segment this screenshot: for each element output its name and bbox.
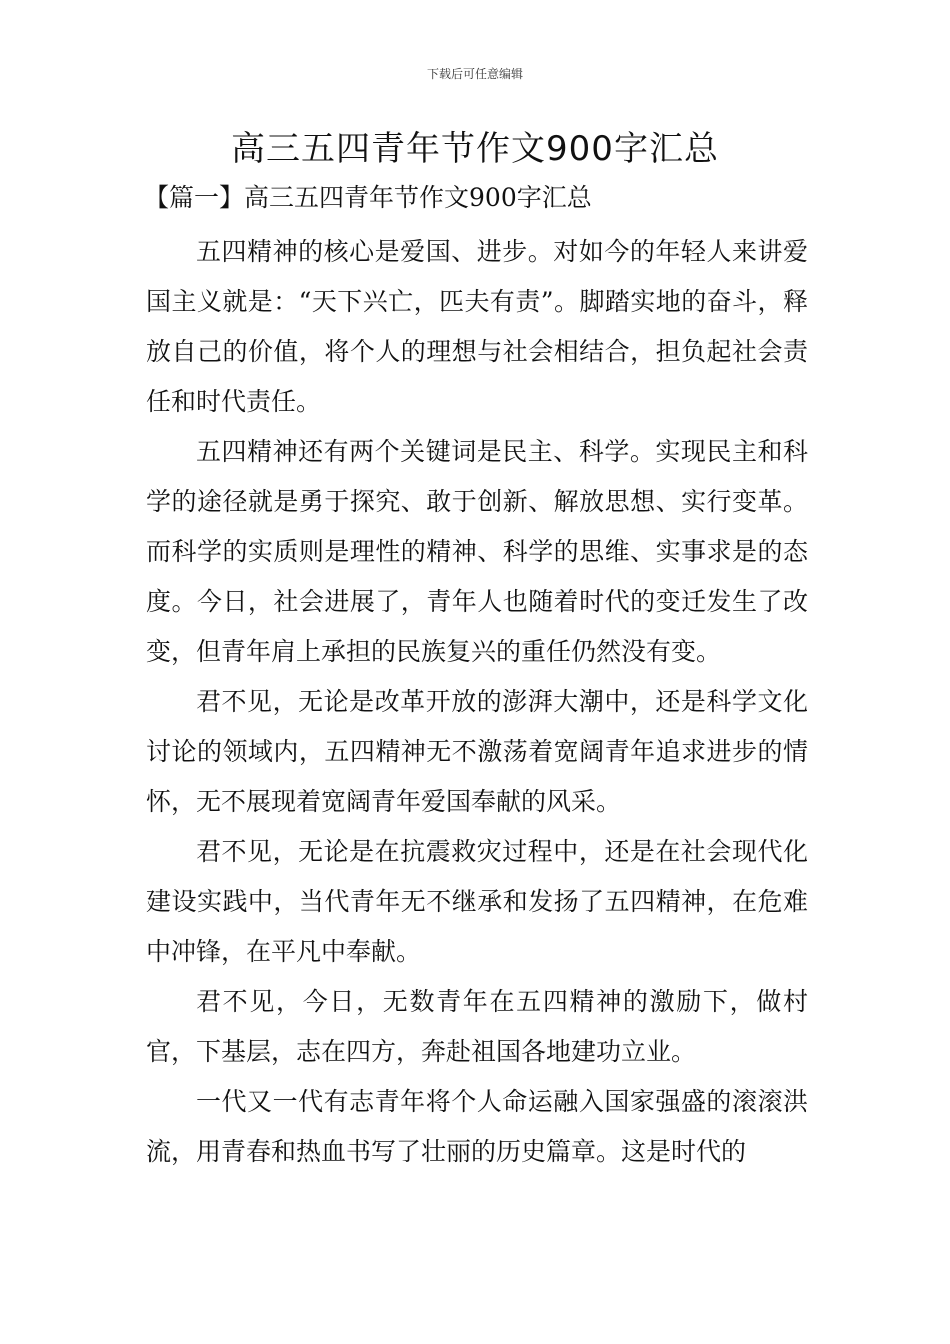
paragraph: 五四精神还有两个关键词是民主、科学。实现民主和科学的途径就是勇于探究、敢于创新、解放思想、实行变革。而科学的实质则是理性的精神、科学的思维、实事求是的态度。今日，社会进展了，青年人也随着时代的变迁发生了改变，但青年肩上承担的民族复兴的重任仍然没有变。: [146, 437, 808, 666]
paragraph: 君不见，无论是改革开放的澎湃大潮中，还是科学文化讨论的领域内，五四精神无不激荡着宽阔青年追求进步的情怀，无不展现着宽阔青年爱国奉献的风采。: [146, 687, 808, 816]
body-text: [146, 227, 808, 1177]
paragraph: 君不见，今日，无数青年在五四精神的激励下，做村官，下基层，志在四方，奔赴祖国各地建功立业。: [146, 987, 808, 1066]
header-note: 下载后可任意编辑: [426, 67, 523, 81]
document-title: 高三五四青年节作文900字汇总: [231, 129, 719, 169]
paragraph: 一代又一代有志青年将个人命运融入国家强盛的滚滚洪流，用青春和热血书写了壮丽的历史篇章。这是时代的: [146, 1087, 808, 1166]
paragraph: 五四精神的核心是爱国、进步。对如今的年轻人来讲爱国主义就是：“天下兴亡，匹夫有责”。脚踏实地的奋斗，释放自己的价值，将个人的理想与社会相结合，担负起社会责任和时代责任。: [146, 237, 808, 416]
paragraph: 君不见，无论是在抗震救灾过程中，还是在社会现代化建设实践中，当代青年无不继承和发扬了五四精神，在危难中冲锋，在平凡中奉献。: [146, 837, 808, 966]
section-heading: 【篇一】高三五四青年节作文900字汇总: [144, 183, 592, 212]
